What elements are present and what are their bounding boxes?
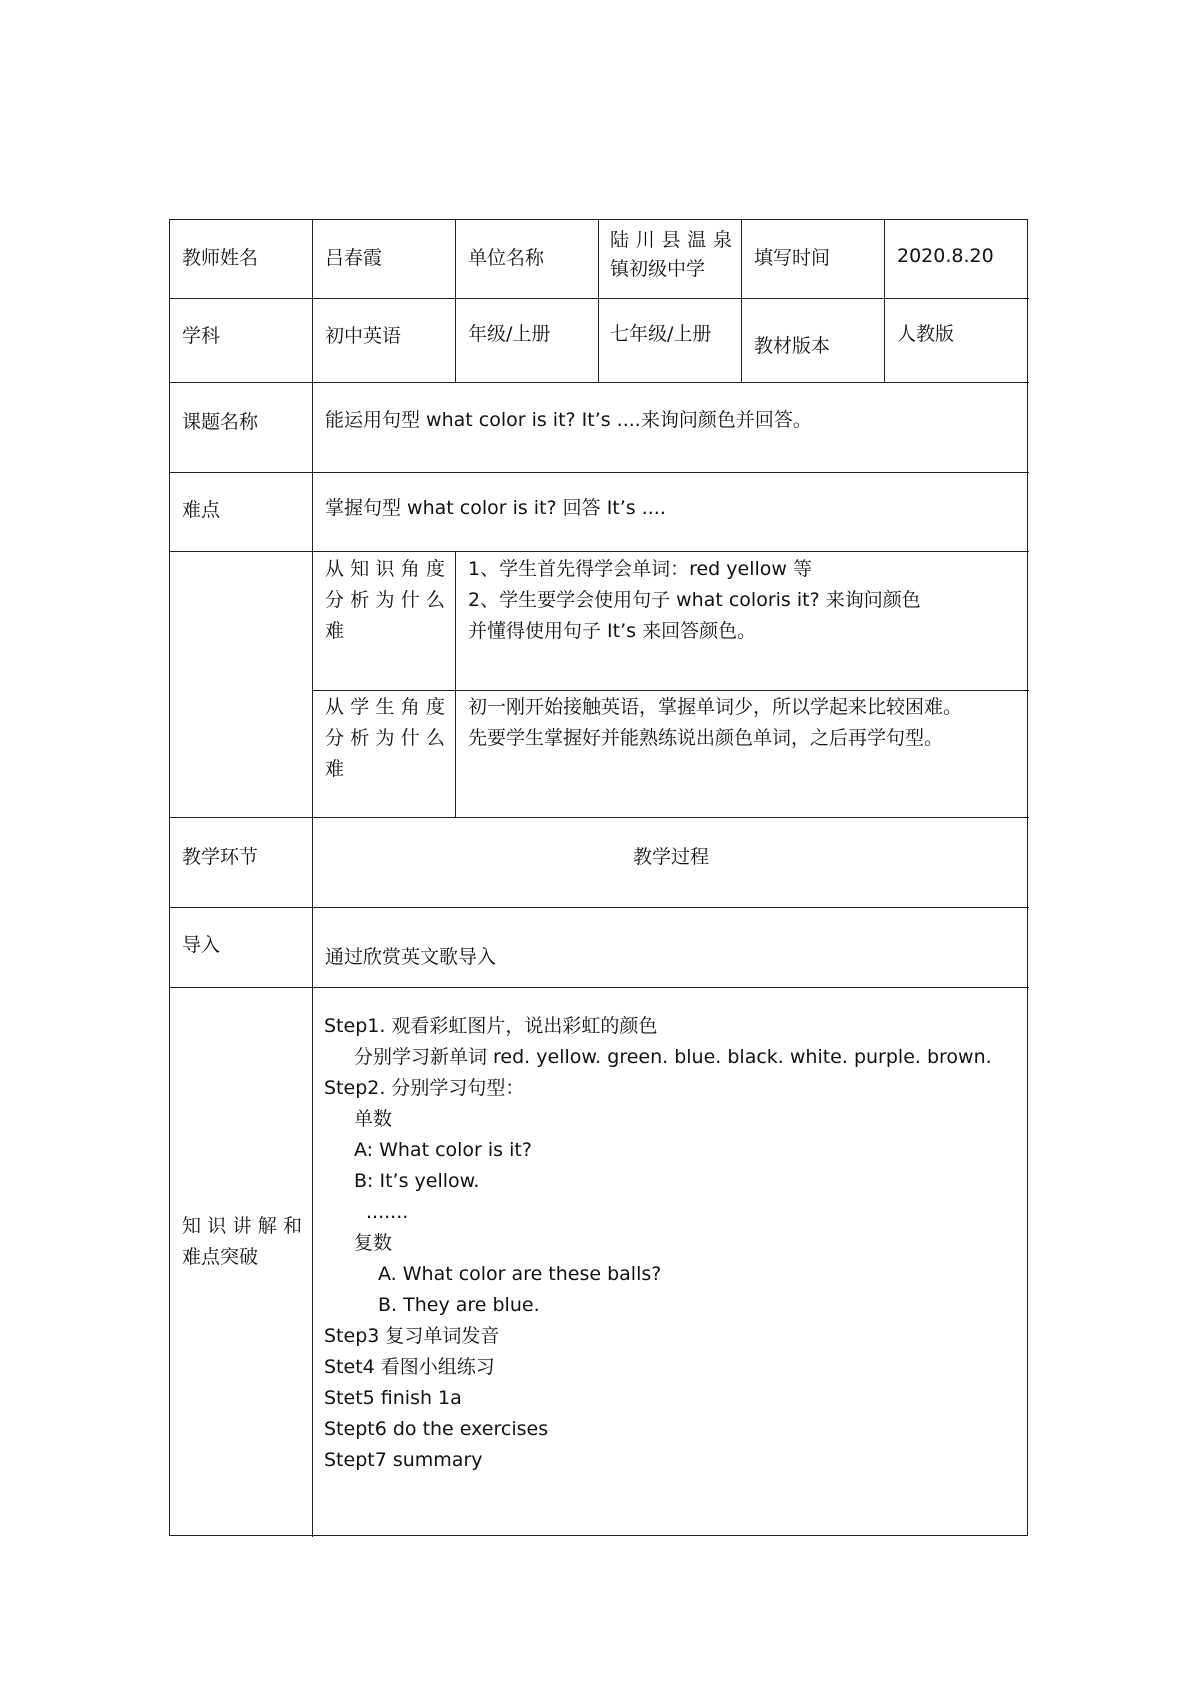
step-line: Step2. 分别学习句型：: [324, 1077, 525, 1099]
intro-label: 导入: [182, 934, 221, 956]
explain-label-line2: 难点突破: [182, 1246, 259, 1268]
knowledge-text-line: 2、学生要学会使用句子 what coloris it? 来询问颜色: [468, 589, 921, 611]
column-divider: [884, 220, 885, 382]
row-divider: [170, 987, 1029, 988]
grade-value: 七年级/上册: [610, 323, 712, 345]
subject-value: 初中英语: [325, 325, 402, 347]
unit-value-line2: 镇初级中学: [610, 258, 706, 280]
knowledge-angle-label-line3: 难: [325, 620, 345, 642]
column-divider: [455, 220, 456, 382]
step-line: Stet4 看图小组练习: [324, 1356, 495, 1378]
edition-label: 教材版本: [754, 335, 831, 357]
column-divider: [312, 220, 313, 1537]
column-divider: [598, 220, 599, 382]
row-divider: [170, 382, 1029, 383]
step-line: 分别学习新单词 red. yellow. green. blue. black. white. purple. brown.: [354, 1046, 992, 1068]
step-line: 复数: [354, 1232, 393, 1254]
intro-value: 通过欣赏英文歌导入: [325, 946, 497, 968]
difficulty-label: 难点: [182, 499, 221, 521]
process-step-header: 教学环节: [182, 846, 259, 868]
student-text-line: 初一刚开始接触英语，掌握单词少，所以学起来比较困难。: [468, 696, 963, 718]
process-detail-header: 教学过程: [632, 846, 709, 868]
step-line: Stept7 summary: [324, 1449, 483, 1471]
student-text-line: 先要学生掌握好并能熟练说出颜色单词，之后再学句型。: [468, 727, 944, 749]
row-divider: [170, 907, 1029, 908]
unit-label: 单位名称: [468, 247, 545, 269]
grade-label: 年级/上册: [468, 323, 551, 345]
lesson-plan-table: [169, 219, 1028, 1536]
step-line: B. They are blue.: [378, 1294, 540, 1316]
row-divider: [170, 817, 1029, 818]
row-divider: [170, 472, 1029, 473]
topic-value: 能运用句型 what color is it? It’s ....来询问颜色并回答。: [325, 409, 812, 431]
step-line: Stept6 do the exercises: [324, 1418, 549, 1440]
knowledge-angle-label-line1: 从知识角度: [325, 558, 445, 580]
teacher-label: 教师姓名: [182, 247, 259, 269]
step-line: .......: [366, 1201, 409, 1223]
knowledge-text-line: 并懂得使用句子 It’s 来回答颜色。: [468, 620, 757, 642]
teacher-value: 吕春霞: [325, 247, 383, 269]
step-line: A: What color is it?: [354, 1139, 532, 1161]
step-line: 单数: [354, 1108, 393, 1130]
step-line: A. What color are these balls?: [378, 1263, 662, 1285]
topic-label: 课题名称: [182, 411, 259, 433]
step-line: Stet5 finish 1a: [324, 1387, 462, 1409]
column-divider: [455, 551, 456, 817]
unit-value-line1: 陆川县温泉: [610, 229, 732, 251]
column-divider: [741, 220, 742, 382]
edition-value: 人教版: [897, 323, 955, 345]
student-angle-label-line3: 难: [325, 758, 345, 780]
row-divider: [170, 551, 1029, 552]
difficulty-value: 掌握句型 what color is it? 回答 It’s ....: [325, 497, 666, 519]
explain-label-line1: 知识讲解和: [182, 1215, 302, 1237]
step-line: B: It’s yellow.: [354, 1170, 480, 1192]
step-line: Step3 复习单词发音: [324, 1325, 500, 1347]
step-line: Step1. 观看彩虹图片，说出彩虹的颜色: [324, 1015, 658, 1037]
knowledge-text-line: 1、学生首先得学会单词：red yellow 等: [468, 558, 812, 580]
student-angle-label-line1: 从学生角度: [325, 696, 445, 718]
date-value: 2020.8.20: [897, 245, 994, 267]
subject-label: 学科: [182, 325, 221, 347]
student-angle-label-line2: 分析为什么: [325, 727, 445, 749]
row-divider: [170, 298, 1029, 299]
date-label: 填写时间: [754, 247, 831, 269]
knowledge-angle-label-line2: 分析为什么: [325, 589, 445, 611]
